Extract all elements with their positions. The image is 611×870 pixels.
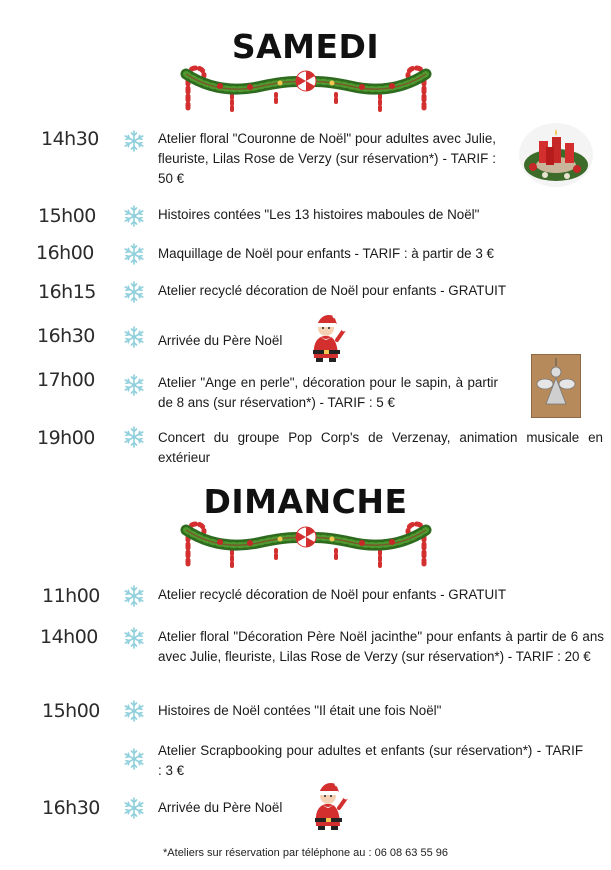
event-time: 16h15 xyxy=(38,281,96,303)
snowflake-icon xyxy=(123,374,145,396)
bead-angel-image xyxy=(531,354,581,418)
snowflake-icon xyxy=(123,585,145,607)
santa-claus-icon xyxy=(306,778,350,830)
snowflake-icon xyxy=(123,700,145,722)
snowflake-icon xyxy=(123,748,145,770)
snowflake-icon xyxy=(123,326,145,348)
event-description: Atelier Scrapbooking pour adultes et enfants (sur réservation*) - TARIF : 3 € xyxy=(158,743,583,778)
snowflake-icon xyxy=(123,797,145,819)
event-description: Atelier recyclé décoration de Noël pour enfants - GRATUIT xyxy=(158,283,507,298)
snowflake-icon xyxy=(123,205,145,227)
snowflake-icon xyxy=(123,627,145,649)
christmas-garland-icon xyxy=(180,56,432,112)
saturday-title: SAMEDI xyxy=(231,27,380,66)
reservation-footnote: *Ateliers sur réservation par téléphone au : 06 08 63 55 96 xyxy=(163,847,448,859)
event-description: Atelier floral "Couronne de Noël" pour adultes avec Julie, fleuriste, Lilas Rose de Verzy (sur réservation*) - TARIF : 50 € xyxy=(158,131,496,186)
sunday-title: DIMANCHE xyxy=(203,482,408,521)
event-description: Maquillage de Noël pour enfants - TARIF : à partir de 3 € xyxy=(158,246,494,261)
event-time: 16h00 xyxy=(36,242,94,264)
event-description: Concert du groupe Pop Corp's de Verzenay, animation musicale en extérieur xyxy=(158,430,603,465)
snowflake-icon xyxy=(123,243,145,265)
event-time: 11h00 xyxy=(42,585,100,607)
event-time: 15h00 xyxy=(38,205,96,227)
christmas-garland-icon xyxy=(180,512,432,568)
event-time: 16h30 xyxy=(42,797,100,819)
event-time: 14h30 xyxy=(41,128,99,150)
santa-claus-icon xyxy=(304,310,348,362)
event-time: 19h00 xyxy=(37,427,95,449)
event-description: Arrivée du Père Noël xyxy=(158,333,283,348)
event-description: Atelier recyclé décoration de Noël pour enfants - GRATUIT xyxy=(158,587,507,602)
advent-wreath-image xyxy=(519,123,593,187)
event-description: Histoires de Noël contées "Il était une fois Noël" xyxy=(158,703,442,718)
event-time: 15h00 xyxy=(42,700,100,722)
event-time: 14h00 xyxy=(40,626,98,648)
event-description: Arrivée du Père Noël xyxy=(158,800,283,815)
event-time: 17h00 xyxy=(37,369,95,391)
event-description: Histoires contées "Les 13 histoires maboules de Noël" xyxy=(158,207,480,222)
snowflake-icon xyxy=(123,281,145,303)
snowflake-icon xyxy=(123,426,145,448)
snowflake-icon xyxy=(123,130,145,152)
event-time: 16h30 xyxy=(37,325,95,347)
event-description: Atelier floral "Décoration Père Noël jacinthe" pour enfants à partir de 6 ans avec Julie, fleuriste, Lilas Rose de Verzy (sur réservation*) - TARIF : 20 € xyxy=(158,629,604,664)
event-description: Atelier "Ange en perle", décoration pour le sapin, à partir de 8 ans (sur réservation*) - TARIF : 5 € xyxy=(158,375,498,410)
